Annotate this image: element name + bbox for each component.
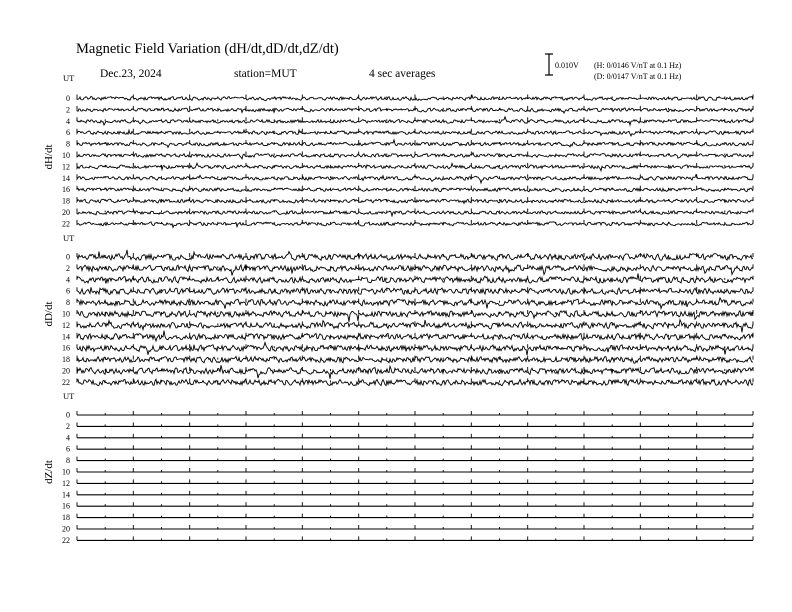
row-label: 2 xyxy=(66,263,70,273)
row-label: 8 xyxy=(66,298,70,308)
scale-h-sensitivity: (H: 0/0146 V/nT at 0.1 Hz) xyxy=(594,61,682,70)
row-label: 8 xyxy=(66,139,70,149)
row-label: 16 xyxy=(62,343,70,353)
row-label: 20 xyxy=(62,524,70,534)
row-label: 14 xyxy=(62,490,70,500)
row-label: 12 xyxy=(62,478,70,488)
panel-3 xyxy=(43,391,753,545)
row-label: 12 xyxy=(62,162,70,172)
panel-1 xyxy=(43,73,753,228)
panels xyxy=(43,73,753,545)
row-label: 22 xyxy=(62,377,70,387)
panel-2 xyxy=(43,233,753,387)
scale-value: 0.010V xyxy=(555,61,579,70)
row-label: 16 xyxy=(62,185,70,195)
row-label: 4 xyxy=(66,116,70,126)
row-label: 22 xyxy=(62,535,70,545)
row-label: 16 xyxy=(62,501,70,511)
row-label: 14 xyxy=(62,332,70,342)
row-label: 0 xyxy=(66,94,70,103)
scale-legend xyxy=(545,54,682,81)
row-label: 6 xyxy=(66,286,70,296)
row-label: 18 xyxy=(62,513,70,523)
station-label: station=MUT xyxy=(234,68,297,80)
row-label: 2 xyxy=(66,421,70,431)
row-label: 4 xyxy=(66,275,70,285)
row-label: 6 xyxy=(66,444,70,454)
row-label: 10 xyxy=(62,151,70,160)
row-label: 0 xyxy=(66,252,70,262)
ut-axis-label: UT xyxy=(63,73,75,83)
panel-ylabel: dZ/dt xyxy=(43,460,55,484)
row-label: 18 xyxy=(62,355,70,365)
row-label: 10 xyxy=(62,467,70,477)
row-label: 0 xyxy=(66,410,70,420)
row-label: 22 xyxy=(62,219,70,229)
chart-title: Magnetic Field Variation (dH/dt,dD/dt,dZ/dt) xyxy=(76,41,339,57)
panel-ylabel: dD/dt xyxy=(43,301,55,327)
scale-d-sensitivity: (D: 0/0147 V/nT at 0.1 Hz) xyxy=(594,72,682,81)
ut-axis-label: UT xyxy=(63,233,75,243)
row-label: 10 xyxy=(62,309,70,319)
row-label: 20 xyxy=(62,208,70,217)
row-label: 4 xyxy=(66,433,70,443)
row-label: 6 xyxy=(66,128,70,138)
row-label: 2 xyxy=(66,105,70,115)
row-label: 12 xyxy=(62,320,70,330)
averaging-label: 4 sec averages xyxy=(369,68,436,80)
ut-axis-label: UT xyxy=(63,391,75,401)
row-label: 18 xyxy=(62,196,70,206)
date-label: Dec.23, 2024 xyxy=(100,68,162,80)
row-label: 20 xyxy=(62,366,70,376)
row-label: 14 xyxy=(62,173,70,183)
panel-ylabel: dH/dt xyxy=(43,144,55,170)
row-label: 8 xyxy=(66,456,70,466)
